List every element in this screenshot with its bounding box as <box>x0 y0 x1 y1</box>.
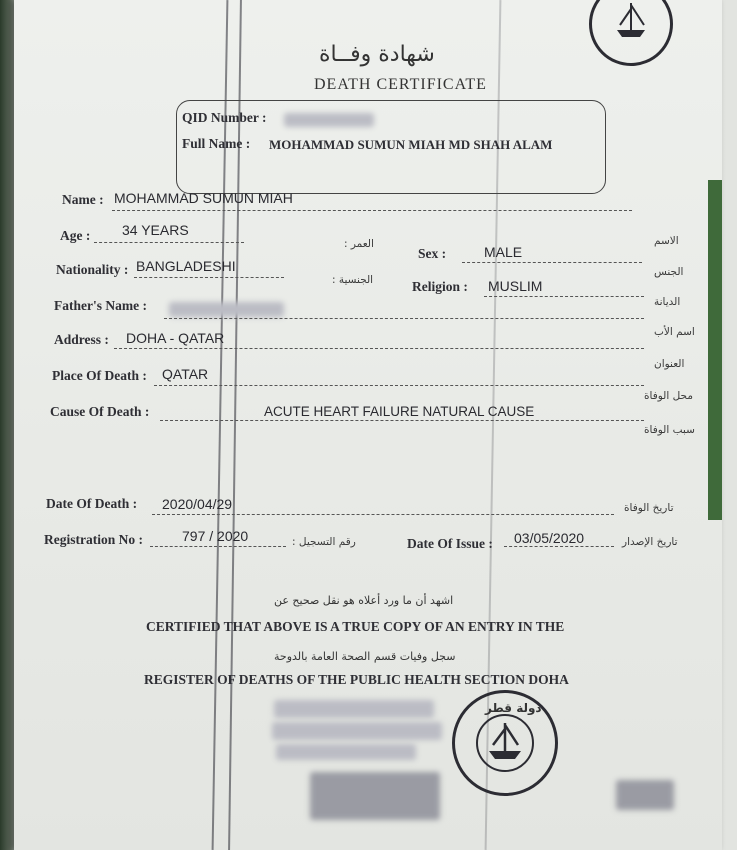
reg-arabic: رقم التسجيل : <box>292 536 356 548</box>
ministry-seal-top <box>589 0 673 66</box>
reg-line <box>150 546 286 547</box>
fullname-label: Full Name : <box>182 136 251 151</box>
sex-value: MALE <box>484 244 523 260</box>
name-line <box>112 210 632 211</box>
father-arabic: اسم الأب <box>654 326 695 338</box>
redacted-block-2 <box>272 722 442 740</box>
father-line <box>164 318 644 319</box>
dhow-emblem-icon <box>455 693 555 793</box>
religion-label: Religion : <box>412 279 468 294</box>
address-value: DOHA - QATAR <box>126 330 225 346</box>
religion-value: MUSLIM <box>488 278 543 294</box>
dod-arabic: تاريخ الوفاة <box>624 502 674 514</box>
redacted-block-3 <box>276 744 416 760</box>
redacted-block-1 <box>274 700 434 718</box>
seal-text-arabic: دولة قطر <box>485 701 542 715</box>
background-green-edge <box>708 180 722 520</box>
age-value: 34 YEARS <box>122 222 189 238</box>
religion-arabic: الديانة <box>654 296 681 308</box>
cert-line2-english: REGISTER OF DEATHS OF THE PUBLIC HEALTH SECTION DOHA <box>144 672 569 687</box>
place-label: Place Of Death : <box>52 368 147 383</box>
issue-label: Date Of Issue : <box>407 536 493 551</box>
signature-redacted-right <box>616 780 674 810</box>
cause-line <box>160 420 644 421</box>
qid-redacted <box>284 113 374 127</box>
qid-label: QID Number : <box>182 110 267 125</box>
title-english: DEATH CERTIFICATE <box>314 76 487 93</box>
father-redacted <box>169 302 284 317</box>
reg-label: Registration No : <box>44 532 143 547</box>
cause-arabic: سبب الوفاة <box>644 424 695 436</box>
dhow-emblem-icon <box>592 0 670 63</box>
age-line <box>94 242 244 243</box>
place-value: QATAR <box>162 366 209 382</box>
title-arabic: شهادة وفــاة <box>319 42 435 67</box>
nationality-value: BANGLADESHI <box>136 258 236 274</box>
name-value: MOHAMMAD SUMUN MIAH <box>114 190 293 206</box>
reg-value: 797 / 2020 <box>182 528 249 544</box>
sex-arabic: الجنس <box>654 266 684 278</box>
address-arabic: العنوان <box>654 358 685 370</box>
father-label: Father's Name : <box>54 298 147 313</box>
cert-line1-arabic: اشهد أن ما ورد أعلاه هو نقل صحيح عن <box>274 594 454 607</box>
nationality-label: Nationality : <box>56 262 129 277</box>
cert-line2-arabic: سجل وفيات قسم الصحة العامة بالدوحة <box>274 650 456 663</box>
address-line <box>114 348 644 349</box>
issue-arabic: تاريخ الإصدار <box>622 536 678 548</box>
fullname-value: MOHAMMAD SUMUN MIAH MD SHAH ALAM <box>269 137 553 152</box>
ministry-seal-bottom <box>452 690 558 796</box>
age-label: Age : <box>60 228 91 243</box>
place-line <box>154 385 644 386</box>
dod-line <box>152 514 614 515</box>
nationality-arabic: الجنسية : <box>332 274 374 286</box>
cause-value: ACUTE HEART FAILURE NATURAL CAUSE <box>264 404 535 419</box>
name-arabic: الاسم <box>654 235 679 247</box>
place-arabic: محل الوفاة <box>644 390 693 402</box>
issue-line <box>504 546 614 547</box>
cause-label: Cause Of Death : <box>50 404 150 419</box>
dod-label: Date Of Death : <box>46 496 138 511</box>
cert-line1-english: CERTIFIED THAT ABOVE IS A TRUE COPY OF AN ENTRY IN THE <box>146 619 565 634</box>
age-arabic: العمر : <box>344 238 374 250</box>
signature-redacted <box>310 772 440 820</box>
religion-line <box>484 296 644 297</box>
name-label: Name : <box>62 192 104 207</box>
certificate-sheet <box>14 0 722 850</box>
address-label: Address : <box>54 332 109 347</box>
nationality-line <box>134 277 284 278</box>
sex-line <box>462 262 642 263</box>
dod-value: 2020/04/29 <box>162 496 233 512</box>
sex-label: Sex : <box>418 246 447 261</box>
issue-value: 03/05/2020 <box>514 530 585 546</box>
